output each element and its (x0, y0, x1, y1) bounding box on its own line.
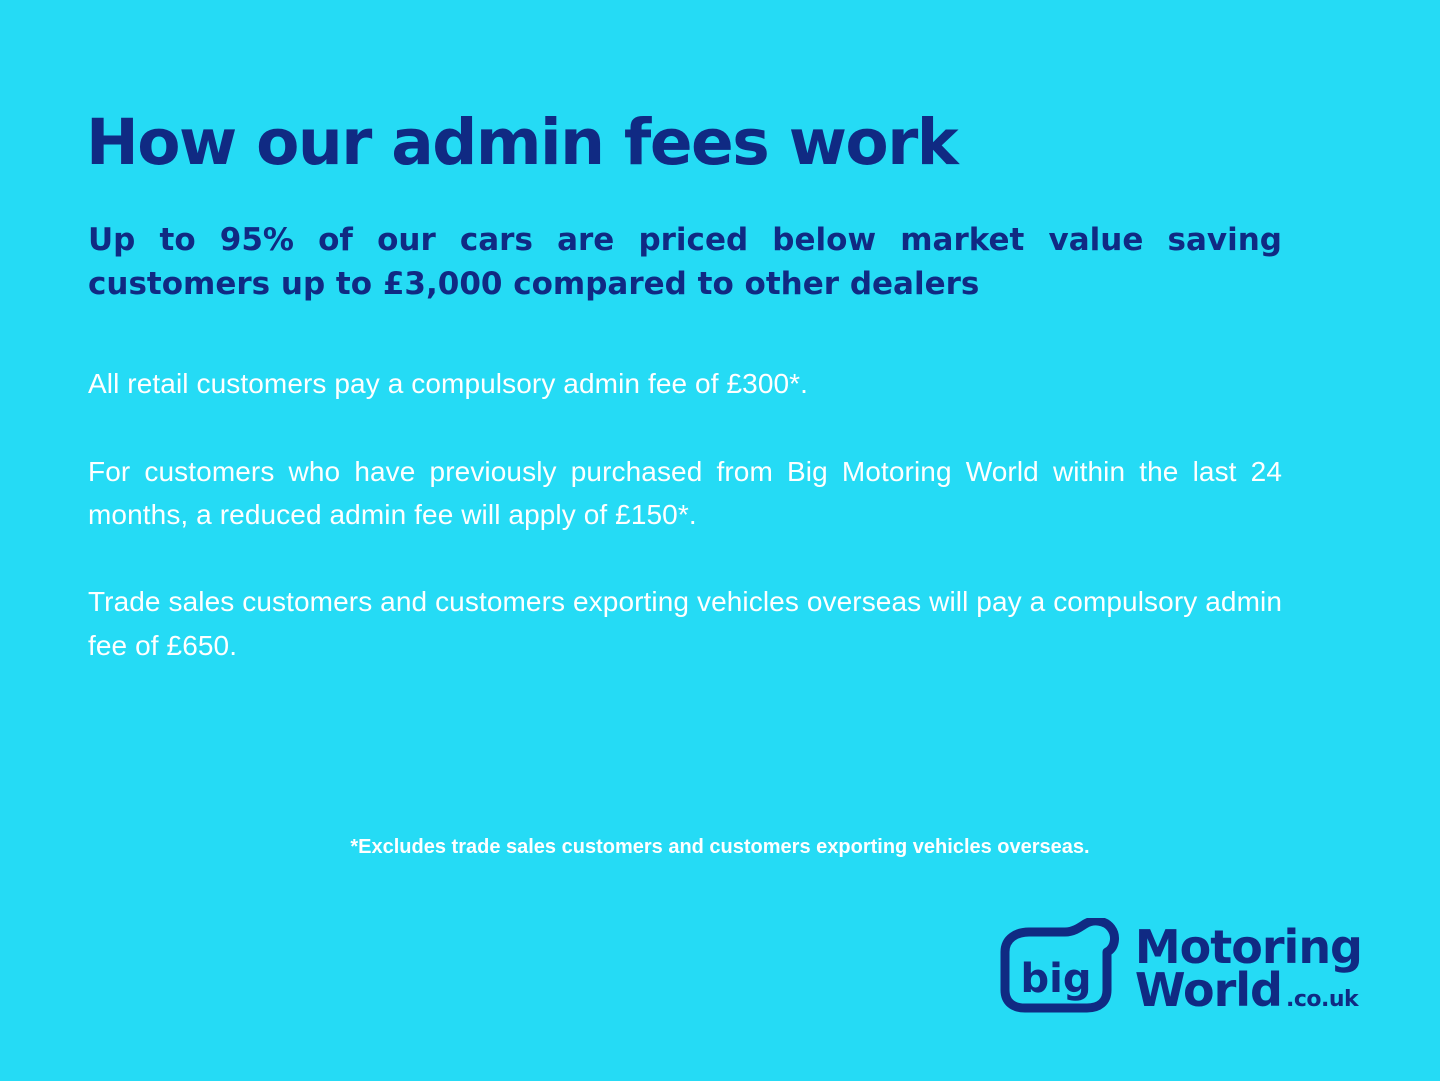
brand-word-world: World (1134, 962, 1282, 1017)
svg-text:big: big (1020, 956, 1092, 1002)
paragraph-trade-export-fee: Trade sales customers and customers exporting vehicles overseas will pay a compulsory admin fee of £650. (88, 586, 1282, 661)
paragraph-retail-fee: All retail customers pay a compulsory admin fee of £300*. (88, 368, 809, 400)
footnote: *Excludes trade sales customers and customers exporting vehicles overseas. (350, 836, 1090, 858)
subheadline: Up to 95% of our cars are priced below market value saving customers up to £3,000 compared to other dealers (88, 222, 1282, 303)
brand-word-motoring: Motoring (1134, 920, 1362, 975)
brand-tld: .co.uk (1285, 986, 1359, 1012)
page-title: How our admin fees work (86, 106, 958, 179)
big-car-icon (995, 918, 1121, 1019)
brand-word-world-row (1134, 962, 1362, 1017)
brand-wordmark (1134, 920, 1362, 1017)
brand-logo (995, 918, 1362, 1019)
paragraph-returning-customer-fee: For customers who have previously purchased from Big Motoring World within the last 24 months, a reduced admin fee will apply of £150*. (88, 455, 1282, 530)
